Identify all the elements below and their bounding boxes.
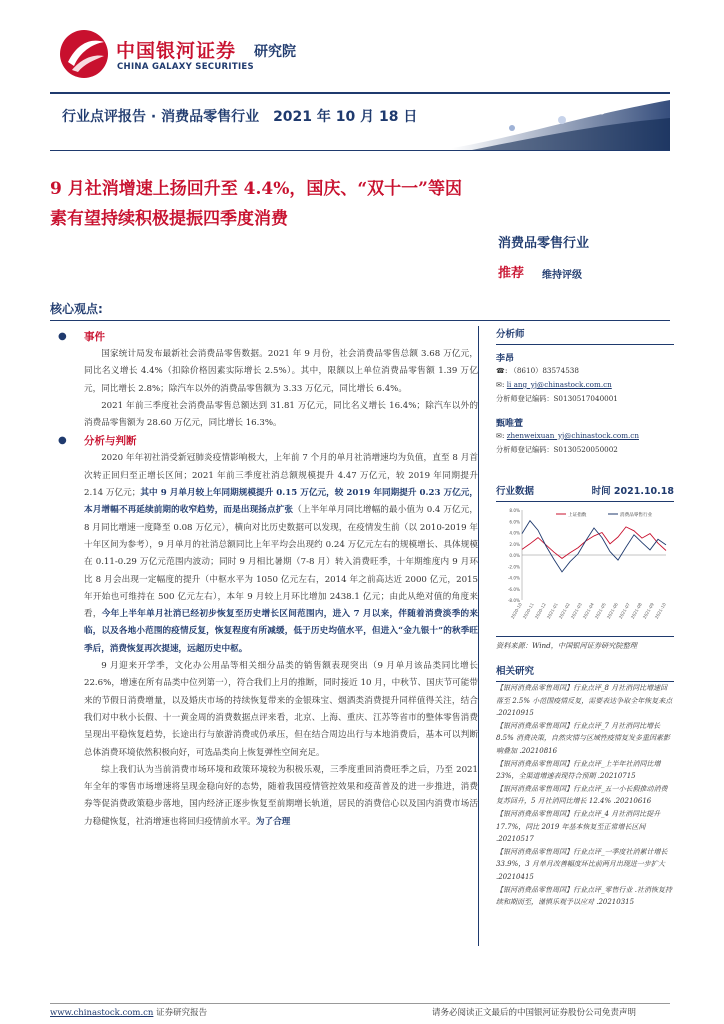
phone-number: （8610）83574538: [509, 366, 579, 375]
research-institute-label: 研究院: [254, 44, 296, 60]
industry-data-heading: [496, 483, 674, 502]
related-list: [496, 682, 674, 909]
footer-disclaimer: 请务必阅读正文最后的中国银河证券股份公司免责声明: [432, 1008, 637, 1018]
analysis-title: 分析与判断: [84, 435, 137, 448]
analyst-email-2: [496, 429, 674, 443]
website-link[interactable]: www.chinastock.com.cn: [50, 1008, 154, 1018]
series-line-0: [522, 527, 666, 559]
industry-data-time: 时间 2021.10.18: [591, 486, 674, 497]
analysis-highlight: 今年上半年单月社消已经初步恢复至历史增长区间范围内，进入 7 月以来，伴随着消费淡季的来临，以及各地小范围的疫情反复，恢复程度有所减缓，低于历史均值水平，但进入“金九银十”的秋季旺季后，消费恢复再次提速，远超历史中枢。: [84, 609, 478, 654]
analysis-text: （上半年单月同比增幅的最小值为 0.4 万亿元，8 月同比增速一度降至 0.08 万亿元），横向对比历史数据可以发现，在疫情发生前（以 2010-2019 年十年区间为参考），9 月单月的社消总额同比上年平均会出现约 0.24 万亿元左右的规模增长、具体规模在 0.11-0.29 万亿元范围内波动；同时 9 月相比暑期（7-8 月）转入消费旺季，十年期维度内 9 月环比 8 月会出现一定幅度的提升（中枢水平为 1050 亿元左右，2014 年之前高达近 2000 亿元，2015 年开始也可维持在 500 亿元左右），本年 9 月较上月环比增加 2438.1 亿元；由此从绝对值的角度来看，: [84, 505, 478, 620]
main-body: [50, 328, 478, 831]
analyst-cert: 分析师登记编码：S0130517040001: [496, 394, 618, 403]
y-tick-label: 4.0%: [509, 530, 520, 536]
footer-label: 证券研究报告: [156, 1008, 208, 1018]
galaxy-logo-icon: [58, 28, 110, 80]
industry-name: 消费品零售行业: [498, 236, 590, 251]
event-paragraph-1: 国家统计局发布最新社会消费品零售数据。2021 年 9 月份，社会消费品零售总额 3.68 万亿元，同比名义增长 4.4%（扣除价格因素实际增长 2.5%）。其中，限额以上单位消费品零售额 1.39 万亿元，同比增长 2.8%；除汽车以外的消费品零售额为 3.33 万亿元，同比增长 6.4%。: [84, 349, 478, 394]
analysis-text: 综上我们认为当前消费市场环境和政策环境较为积极乐观，三季度重回消费旺季之后，乃至 2021 年全年的零售市场增速将呈现金稳向好的态势，随着我国疫情管控效果和疫苗普及的进一步推进，消费券等促消费政策稳步落地，国内经济正逐步恢复至前期增长轨道，居民的消费信心以及国内消费市场活力稳健恢复，社消增速也将回归疫情前水平。: [84, 764, 478, 827]
recommendation: 推荐: [498, 266, 525, 281]
event-title: 事件: [84, 331, 105, 343]
event-paragraph-2: 2021 年前三季度社会消费品零售总额达到 31.81 万亿元，同比名义增长 16.4%；除汽车以外的消费品零售额为 28.60 万亿元，同比增长 16.3%。: [84, 400, 478, 429]
brand-name-cn: 中国银河证券: [116, 40, 237, 62]
series-line-1: [522, 521, 666, 572]
x-tick-label: 2021-07: [617, 602, 631, 620]
footer-rule: [50, 1003, 670, 1004]
core-view-label: 核心观点:: [50, 302, 103, 316]
x-tick-label: 2020-11: [521, 602, 535, 620]
analysis-paragraph-1: [50, 450, 478, 658]
header-rule: [50, 92, 670, 94]
legend-label: 上证指数: [568, 513, 587, 518]
x-tick-label: 2021-01: [545, 602, 559, 620]
analyst-name-2: 甄唯萱: [496, 419, 524, 429]
x-tick-label: 2021-02: [557, 602, 571, 620]
related-item[interactable]: 【银河消费品零售周国】行业点评_上半年社消同比增 23%，全渠道增速表现符合预期 .20210715: [496, 759, 661, 781]
decorative-swoosh-icon: [452, 98, 670, 150]
related-item[interactable]: 【银河消费品零售周国】行业点评_7 月社消同比增长 8.5% 消费决策，自然灾情与区域性疫情复发多重因素影响叠加 .20210816: [496, 721, 671, 755]
analysis-heading: [50, 432, 478, 450]
industry-data-title: 行业数据: [496, 486, 535, 497]
bullet-icon: ●: [58, 331, 67, 342]
x-tick-label: 2021-08: [629, 602, 643, 620]
y-tick-label: 2.0%: [509, 541, 520, 547]
related-heading: 相关研究: [496, 663, 674, 682]
core-rule: [50, 320, 670, 321]
analyst-name: 李昂: [496, 354, 515, 364]
report-type-date: 行业点评报告 · 消费品零售行业 2021 年 10 月 18 日: [62, 109, 418, 125]
x-tick-label: 2020-10: [509, 602, 523, 620]
x-tick-label: 2021-10: [653, 602, 667, 620]
analyst-cert-2: 分析师登记编码：S0130520050002: [496, 445, 618, 454]
rating-status: 维持评级: [542, 270, 582, 281]
y-tick-label: 8.0%: [509, 508, 520, 513]
y-tick-label: -8.0%: [507, 598, 520, 603]
related-item[interactable]: 【银河消费品零售周国】行业点评_零售行业 .社消恢复持续和期而至，谨慎乐观予以应对 .20210315: [496, 885, 672, 907]
event-heading: [50, 328, 478, 346]
y-tick-label: -4.0%: [507, 575, 520, 581]
y-tick-label: 6.0%: [509, 519, 520, 525]
header-rule-bottom: [50, 150, 670, 151]
column-divider: [478, 326, 479, 946]
y-tick-label: 0.0%: [509, 553, 520, 558]
brand-name-en: CHINA GALAXY SECURITIES: [117, 62, 254, 72]
analyst-heading: 分析师: [496, 326, 674, 345]
analysis-paragraph-2: 9 月迎来开学季，文化办公用品等相关细分品类的销售额表现突出（9 月单月该品类同比增长 22.6%，增速在所有品类中位列第一），符合我们上月的推断，同时接近 10 月，中秋节、国庆节可能带来的节假日消费增量，以及婚庆市场的持续恢复带来的金银珠宝、烟酒类消费提升同样值得关注，结合我们对中秋小长假、十一黄金周的消费数据点评来看，北京、上海、重庆、江苏等省市的整体零售消费呈现出平稳恢复趋势，长途出行与旅游消费或仍承压，但在结合周边出行与本地消费后，基本可以判断总体消费环境依然积极向好，可选品类向上恢复弹性空间充足。: [84, 661, 478, 758]
analysis-text: 2020 年年初社消受新冠肺炎疫情影响极大，上年前 7 个月的单月社消增速均为负值，直至 8 月首次转正回归至正增长区间；2021 年前三季度社消总额规模提升 4.47 万亿元，较 2019 年同期提升 2.14 万亿元；: [84, 453, 478, 499]
analysis-highlight: 为了合理: [255, 816, 291, 827]
report-headline: 9 月社消增速上扬回升至 4.4%，国庆、“双十一”等因素有望持续积极提振四季度消费: [50, 179, 462, 229]
x-tick-label: 2021-04: [581, 602, 595, 620]
x-tick-label: 2021-05: [593, 602, 607, 620]
sidebar: [496, 326, 674, 909]
legend-label: 消费品零售行业: [620, 513, 653, 518]
y-tick-label: -2.0%: [507, 564, 520, 570]
related-item[interactable]: 【银河消费品零售周国】行业点评_一季度社消累计增长 33.9%，3 月单月改善幅度环比前两月出现进一步扩大 .20210415: [496, 847, 668, 881]
x-tick-label: 2021-03: [569, 602, 583, 620]
email-link[interactable]: li ang_yj@chinastock.com.cn: [506, 380, 612, 389]
y-tick-label: -6.0%: [507, 586, 520, 592]
email-icon: ✉:: [496, 431, 505, 440]
analysis-highlight: 其中 9 月单月较上年同期规模提升 0.15 万亿元，较 2019 年同期提升 0.23 万亿元，本月增幅不再延续前期的收窄趋势，而是出现扬点扩张: [84, 488, 478, 516]
x-tick-label: 2020-12: [533, 602, 547, 620]
email-link-2[interactable]: zhenweixuan_yj@chinastock.com.cn: [506, 431, 639, 440]
email-icon: ✉:: [496, 380, 505, 389]
bullet-icon: ●: [58, 435, 67, 447]
x-tick-label: 2021-09: [641, 602, 655, 620]
related-item[interactable]: 【银河消费品零售周国】行业点评_五一小长假推动消费复苏回升，5 月社消同比增长 12.4% .20210616: [496, 784, 668, 806]
analysis-paragraph-3: [50, 762, 478, 831]
analyst-email: [496, 378, 674, 392]
x-tick-label: 2021-06: [605, 602, 619, 620]
related-item[interactable]: 【银河消费品零售周国】行业点评_4 月社消同比提升 17.7%，同比 2019 年基本恢复至正常增长区间 .20210517: [496, 809, 661, 844]
footer-left: [50, 1006, 207, 1018]
analyst-phone: [496, 364, 674, 378]
chart-source: 资料来源：Wind，中国银河证券研究院整理: [496, 636, 674, 653]
industry-chart: [496, 504, 674, 636]
phone-icon: ☎:: [496, 366, 508, 375]
related-item[interactable]: 【银河消费品零售周国】行业点评_8 月社消同比增速回落至 2.5% 小范围疫情反复，需要表达争取全年恢复来点 .20210915: [496, 684, 673, 718]
